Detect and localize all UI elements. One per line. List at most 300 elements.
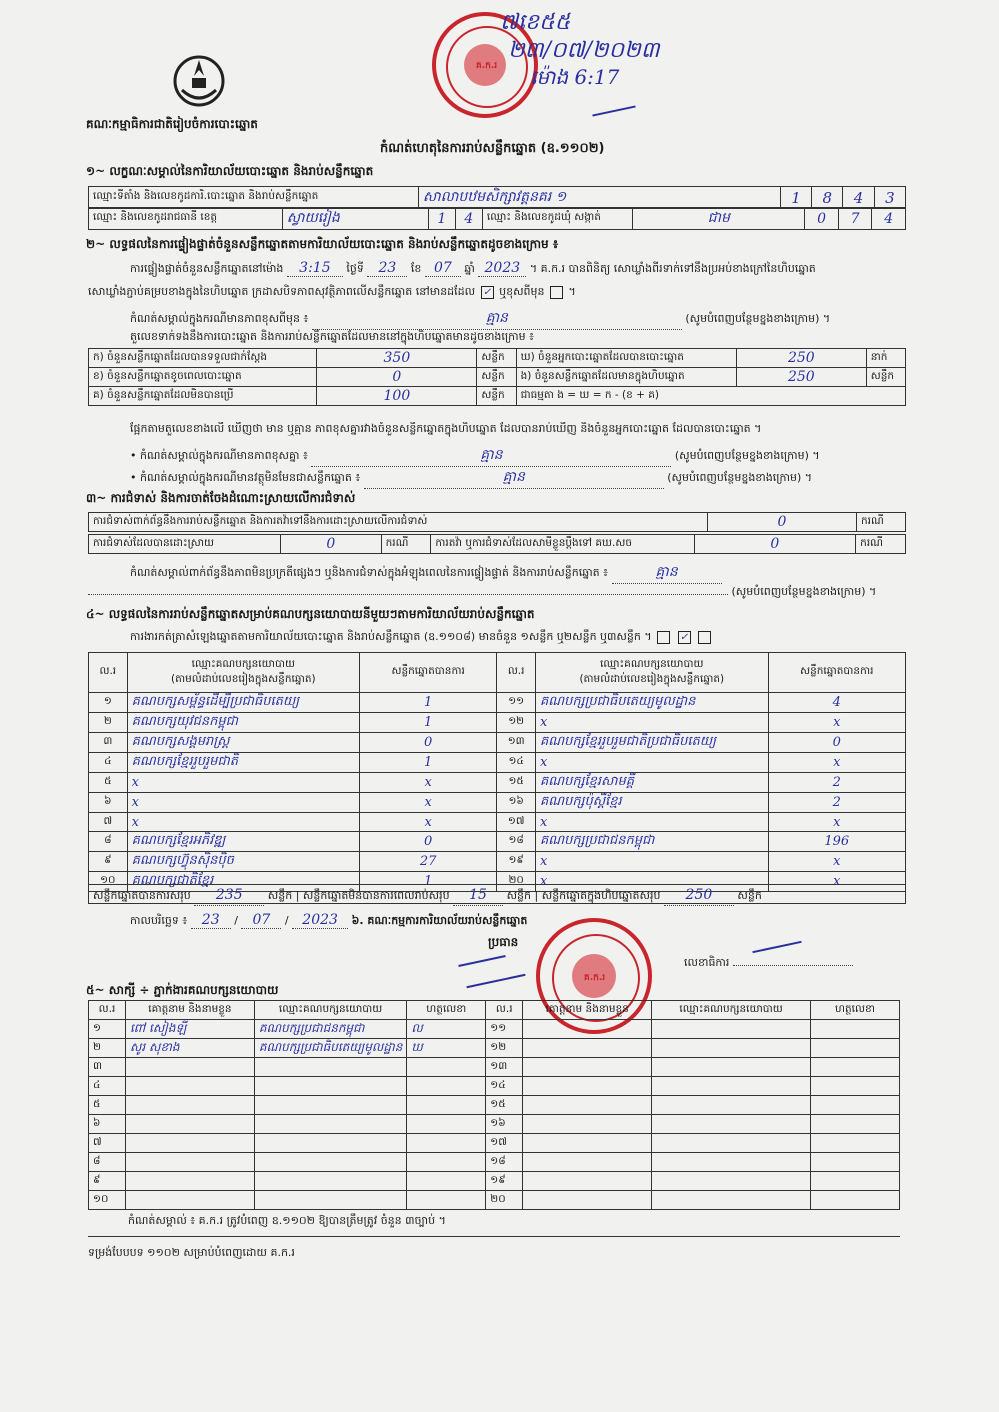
stamp-text: គ.ក.រ (476, 61, 498, 71)
party-name: គណបក្សខ្មែររួបរួមជាតិ (127, 753, 359, 773)
witness-sign (407, 1077, 486, 1096)
section4-intro-text: ការងារកត់ត្រាសំឡេងឆ្នោតតាមការិយាល័យបោះឆ្នោត និងរាប់សន្លឹកឆ្នោត (ឧ.១១០៨) មានចំនួន ១សន្លឹក ឬ២សន្លឹក ឬ៣សន្លឹក ។ (130, 630, 652, 643)
table-row (89, 1172, 900, 1191)
witness-party (254, 1058, 406, 1077)
commune-code-digit: 4 (872, 208, 906, 230)
row-value: 0 (317, 368, 477, 387)
party-votes: 1 (359, 872, 496, 892)
objection-label: ការជំទាស់ពាក់ព័ន្ធនឹងការរាប់សន្លឹកឆ្នោត និងការតវ៉ាទៅនឹងការដោះស្រាយលើការជំទាស់ (89, 513, 708, 532)
footer-divider (88, 1236, 900, 1237)
witness-sign[interactable] (811, 1115, 900, 1134)
party-votes: x (768, 753, 905, 773)
party-votes: 2 (768, 773, 905, 793)
witness-name (125, 1058, 254, 1077)
witness-party (254, 1134, 406, 1153)
row-no: ១២ (497, 713, 536, 733)
witness-sign (407, 1191, 486, 1210)
witness-col-no: ល.រ (486, 1001, 523, 1020)
line1-rest: ។ គ.ក.រ បានពិនិត្យ សោឃ្លាំងពីរទាក់ទៅនឹងប្រអប់ខាងក្រៅនៃហិបឆ្នោត (529, 262, 816, 275)
witness-name[interactable] (523, 1020, 652, 1039)
table-row (89, 1096, 900, 1115)
party-votes: 0 (768, 733, 905, 753)
province-code-digit: 4 (455, 208, 482, 230)
row-label: គ) ចំនួនសន្លឹកឆ្នោតដែលមិនបានប្រើ (89, 387, 317, 406)
witness-party[interactable] (652, 1096, 811, 1115)
witness-no: ២ (89, 1039, 126, 1058)
party-votes: x (768, 713, 905, 733)
witness-name: ពៅ សៀងឡី (125, 1020, 254, 1039)
witness-name (125, 1191, 254, 1210)
witness-no: ៥ (89, 1096, 126, 1115)
table-row (89, 693, 906, 713)
witness-sign (407, 1115, 486, 1134)
witness-sign: ល (407, 1020, 486, 1039)
row-no: ៣ (89, 733, 128, 753)
witness-sign[interactable] (811, 1039, 900, 1058)
emblem-icon (168, 50, 230, 112)
table-row (89, 852, 906, 872)
table-row (89, 1191, 900, 1210)
col-header-party-sub: (តាមលំដាប់លេខរៀងក្នុងសន្លឹកឆ្នោត) (170, 672, 316, 685)
witness-col-sign: ហត្ថលេខា (811, 1001, 900, 1020)
row-unit: សន្លឹក (866, 368, 905, 387)
section4-intro (130, 630, 713, 646)
total-unit: សន្លឹក (506, 889, 532, 902)
section1-table-row2 (88, 207, 906, 230)
witness-no: ៩ (89, 1172, 126, 1191)
witness-party (254, 1191, 406, 1210)
row-no: ១០ (89, 872, 128, 892)
note-label: កំណត់សម្គាល់ក្នុងករណីមានភាពខុសពីមុន ៖ (130, 312, 309, 325)
note-suffix: (សូមបំពេញបន្ថែមខ្នងខាងក្រោម) ។ (685, 312, 831, 325)
station-code-digit: 1 (780, 187, 811, 209)
row-no: ១៨ (497, 832, 536, 852)
witness-party[interactable] (652, 1191, 811, 1210)
witness-party[interactable] (652, 1077, 811, 1096)
row-unit: សន្លឹក (477, 349, 516, 368)
party-name: គណបក្សប្រជាធិបតេយ្យមូលដ្ឋាន (535, 693, 768, 713)
row-no: ១៣ (497, 733, 536, 753)
witness-sign[interactable] (811, 1134, 900, 1153)
witness-party[interactable] (652, 1039, 811, 1058)
witness-sign[interactable] (811, 1058, 900, 1077)
check-line-text: ផ្អែកតាមតួលេខខាងលើ ឃើញថា មាន ឬគ្មាន ភាពខុសគ្នារវាងចំនួនសន្លឹកឆ្នោតក្នុងហិបឆ្នោត ដែលបានរាប់ឃើញ និងចំនួនអ្នកបោះឆ្នោត ដែលបានបោះឆ្នោត ។ (130, 422, 762, 435)
bullet2-suffix: (សូមបំពេញបន្ថែមខ្នងខាងក្រោម) ។ (667, 471, 813, 484)
commune-code-digit: 0 (805, 208, 839, 230)
col-header-votes: សន្លឹកឆ្នោតបានការ (359, 653, 496, 693)
province-name: ស្វាយរៀង (282, 208, 428, 230)
witness-sign (407, 1134, 486, 1153)
witness-col-name: គោត្តនាម និងនាមខ្លួន (125, 1001, 254, 1020)
date-year: 2023 (292, 912, 348, 929)
witness-no: ១២ (486, 1039, 523, 1058)
party-name: x (535, 872, 768, 892)
bullet1-value: គ្មាន (311, 445, 671, 467)
table-row (89, 733, 906, 753)
table-row (89, 1077, 900, 1096)
day-value: 23 (367, 260, 407, 277)
party-name: x (535, 753, 768, 773)
row-value: 250 (736, 368, 866, 387)
witness-sign[interactable] (811, 1020, 900, 1039)
section2-heading: ២~ លទ្ធផលនៃការផ្ទៀងផ្ទាត់ចំនួនសន្លឹកឆ្នោតតាមការិយាល័យបោះឆ្នោត និងរាប់សន្លឹកឆ្នោតដូចខាងក្រោម ៖ (86, 237, 559, 251)
witness-sign (407, 1153, 486, 1172)
unchanged-checkbox[interactable]: ✓ (481, 286, 494, 299)
party-name: x (127, 813, 359, 832)
witness-no: ១៥ (486, 1096, 523, 1115)
row-label: ក) ចំនួនសន្លឹកឆ្នោតដែលបានទទួលជាក់ស្តែង (89, 349, 317, 368)
party-name: គណបក្សខ្មែរសាមគ្គី (535, 773, 768, 793)
row-unit: នាក់ (866, 349, 905, 368)
appeal-unit: ករណី (856, 535, 906, 554)
stamp-text: គ.ក.រ (584, 973, 606, 983)
table-row (89, 1115, 900, 1134)
col-header-no: ល.រ (89, 653, 128, 693)
party-name: x (535, 813, 768, 832)
witness-col-sign: ហត្ថលេខា (407, 1001, 486, 1020)
total-valid-value: 235 (194, 885, 264, 906)
row-no: ១៧ (497, 813, 536, 832)
org-name: គណៈកម្មាធិការជាតិរៀបចំការបោះឆ្នោត (86, 117, 258, 131)
witness-party (254, 1172, 406, 1191)
objection-table-row2 (88, 534, 906, 554)
witness-party (254, 1077, 406, 1096)
section5-heading: ៥~ សាក្សី ÷ ភ្នាក់ងារគណបក្សនយោបាយ (86, 983, 279, 997)
secretary-signature (752, 941, 801, 953)
total-box-value: 250 (664, 885, 734, 906)
witness-name (125, 1096, 254, 1115)
form-footer: ទម្រង់បែបបទ ១១០២ សម្រាប់បំពេញដោយ គ.ក.រ (88, 1246, 295, 1259)
result-intro: តួលេខទាក់ទងនឹងការបោះឆ្នោត និងការរាប់សន្លឹកឆ្នោតដែលមាននៅក្នុងហិបឆ្នោតមានដូចខាងក្រោម ៖ (130, 330, 534, 343)
ballot-row (89, 368, 906, 387)
witness-no: ១៩ (486, 1172, 523, 1191)
witness-party[interactable] (652, 1172, 811, 1191)
witness-sign[interactable] (811, 1096, 900, 1115)
changed-checkbox[interactable] (550, 286, 563, 299)
secretary-dots (733, 965, 853, 966)
total-invalid-label: សន្លឹកឆ្នោតមិនបានការពេលរាប់សរុប (302, 889, 450, 902)
witness-party (254, 1096, 406, 1115)
form-title: កំណត់ហេតុនៃការរាប់សន្លឹកឆ្នោត (ឧ.១១០២) (380, 141, 605, 156)
difference-note-line (130, 308, 900, 330)
time-label: ការផ្ទៀងផ្ទាត់ចំនួនសន្លឹកឆ្នោតនៅម៉ោង (130, 262, 284, 275)
witness-sign (407, 1058, 486, 1077)
witness-party[interactable] (652, 1153, 811, 1172)
col-header-party-sub: (តាមលំដាប់លេខរៀងក្នុងសន្លឹកឆ្នោត) (579, 672, 725, 685)
party-votes: 1 (359, 753, 496, 773)
total-unit: សន្លឹក (267, 889, 293, 902)
witness-party (254, 1115, 406, 1134)
party-results-table (88, 652, 906, 892)
witness-no: ១៣ (486, 1058, 523, 1077)
row-no: ៩ (89, 852, 128, 872)
party-votes: x (768, 852, 905, 872)
party-name: គណបក្សខ្មែរអភិវឌ្ឍ (127, 832, 359, 852)
witness-party (254, 1153, 406, 1172)
witness-name[interactable] (523, 1039, 652, 1058)
party-votes: 1 (359, 693, 496, 713)
total-box-label: សន្លឹកឆ្នោតក្នុងហិបឆ្នោតសរុប (541, 889, 661, 902)
bullet2-label: • កំណត់សម្គាល់ក្នុងករណីមានវត្ថុមិនមែនជាសន្លឹកឆ្នោត ៖ (130, 471, 361, 484)
witness-sign[interactable] (811, 1153, 900, 1172)
party-votes: 0 (359, 733, 496, 753)
table-row (89, 793, 906, 813)
date-line: កាលបរិច្ឆេទ ៖ 23 / 07 / 2023 ៦. គណៈកម្មការការិយាល័យរាប់សន្លឹកឆ្នោត (130, 912, 528, 928)
row-no: ៤ (89, 753, 128, 773)
party-name: គណបក្សសង្គមរាស្ត្រ (127, 733, 359, 753)
witness-no: ៧ (89, 1134, 126, 1153)
verification-time-line (130, 260, 910, 278)
witness-name (125, 1153, 254, 1172)
date-day: 23 (191, 912, 231, 929)
witness-no: ៤ (89, 1077, 126, 1096)
formula-text: ជាធម្មតា ង = ឃ = ក - (ខ + គ) (516, 387, 905, 406)
party-name: គណបក្សខ្មែររួបរួមជាតិប្រជាធិបតេយ្យ (535, 733, 768, 753)
witness-sign (407, 1172, 486, 1191)
row-no: ៧ (89, 813, 128, 832)
row-label: ខ) ចំនួនសន្លឹកឆ្នោតខូចពេលបោះឆ្នោត (89, 368, 317, 387)
one-sheet-checkbox[interactable] (657, 631, 670, 644)
row-no: ១៦ (497, 793, 536, 813)
station-name: សាលាបឋមសិក្សាវត្តនគរ ១ (418, 187, 780, 209)
witness-party: គណបក្សប្រជាជនកម្ពុជា (254, 1020, 406, 1039)
handwritten-code: ៧ខេ៥៥ (500, 10, 571, 35)
station-code-digit: 3 (874, 187, 905, 209)
section1-table (88, 186, 906, 209)
objection-note-suffix: (សូមបំពេញបន្ថែមខ្នងខាងក្រោម) ។ (731, 585, 877, 598)
ballot-count-table (88, 348, 906, 406)
total-invalid-value: 15 (453, 885, 503, 906)
objection-unit: ករណី (857, 513, 906, 532)
witness-no: ២០ (486, 1191, 523, 1210)
party-votes: 1 (359, 713, 496, 733)
section3-heading: ៣~ ការជំទាស់ និងការចាត់ចែងដំណោះស្រាយលើការជំទាស់ (86, 491, 356, 505)
note-value: គ្មាន (312, 308, 682, 330)
table-row (89, 1020, 900, 1039)
witness-sign: ឃ (407, 1039, 486, 1058)
row-label: ង) ចំនួនសន្លឹកឆ្នោតដែលមានក្នុងហិបឆ្នោត (516, 368, 736, 387)
witness-name: សូរ សុខាង (125, 1039, 254, 1058)
witness-name (125, 1134, 254, 1153)
party-name: គណបក្សសម្ព័ន្ធដើម្បីប្រជាធិបតេយ្យ (127, 693, 359, 713)
col-header-party-text: ឈ្មោះគណបក្សនយោបាយ (191, 657, 295, 670)
witness-name[interactable] (523, 1115, 652, 1134)
witness-no: ១៦ (486, 1115, 523, 1134)
witness-name[interactable] (523, 1153, 652, 1172)
day-label: ថ្ងៃទី (346, 262, 364, 275)
row-no: ១ (89, 693, 128, 713)
month-value: 07 (425, 260, 461, 277)
party-name: x (127, 773, 359, 793)
ballot-row (89, 349, 906, 368)
witness-name[interactable] (523, 1077, 652, 1096)
witness-name[interactable] (523, 1096, 652, 1115)
party-name: x (535, 713, 768, 733)
row-no: ២ (89, 713, 128, 733)
table-row (89, 832, 906, 852)
province-label: ឈ្មោះ និងលេខកូដរាជធានី ខេត្ត (89, 208, 283, 230)
witness-sign (407, 1096, 486, 1115)
objection-note-line (130, 562, 910, 584)
witness-no: ១៧ (486, 1134, 523, 1153)
row-value: 100 (317, 387, 477, 406)
commune-code-digit: 7 (838, 208, 872, 230)
time-value: 3:15 (287, 260, 343, 277)
witness-no: ៨ (89, 1153, 126, 1172)
section1-heading: ១~ លក្ខណៈសម្គាល់នៃការិយាល័យបោះឆ្នោត និងរាប់សន្លឹកឆ្នោត (86, 164, 374, 178)
col-header-votes: សន្លឹកឆ្នោតបានការ (768, 653, 905, 693)
section4-heading: ៤~ លទ្ធផលនៃការរាប់សន្លឹកឆ្នោតសម្រាប់គណបក្សនយោបាយនីមួយៗតាមការិយាល័យរាប់សន្លឹកឆ្នោត (86, 607, 535, 621)
witness-no: ១០ (89, 1191, 126, 1210)
changed-label: ឬខុសពីមុន (499, 285, 545, 298)
witness-no: ៣ (89, 1058, 126, 1077)
witness-no: ១៤ (486, 1077, 523, 1096)
witness-name[interactable] (523, 1058, 652, 1077)
witness-sign[interactable] (811, 1077, 900, 1096)
totals-line: សន្លឹកឆ្នោតបានការសរុប 235 សន្លឹក | សន្លឹកឆ្នោតមិនបានការពេលរាប់សរុប 15 សន្លឹក | សន្លឹកឆ្នោតក្នុងហិបឆ្នោតសរុប 250 សន្លឹក (88, 884, 906, 904)
discrepancy-check-line (130, 422, 910, 438)
witness-col-party: ឈ្មោះគណបក្សនយោបាយ (652, 1001, 811, 1020)
commune-name: ជាម (633, 208, 805, 230)
witness-no: ១ (89, 1020, 126, 1039)
row-no: ១១ (497, 693, 536, 713)
ballot-row (89, 387, 906, 406)
witness-party: គណបក្សប្រជាធិបតេយ្យមូលដ្ឋាន (254, 1039, 406, 1058)
bullet2-value: គ្មាន (364, 467, 664, 489)
col-header-party (535, 653, 768, 693)
party-votes: x (359, 793, 496, 813)
three-sheet-checkbox[interactable] (698, 631, 711, 644)
witness-table (88, 1000, 900, 1210)
party-votes: x (359, 813, 496, 832)
bullet1-line (130, 445, 900, 467)
col-header-party-text: ឈ្មោះគណបក្សនយោបាយ (600, 657, 704, 670)
objection-table (88, 512, 906, 532)
party-votes: x (768, 813, 905, 832)
table-row (89, 1039, 900, 1058)
witness-sign[interactable] (811, 1172, 900, 1191)
row-no: ១៩ (497, 852, 536, 872)
witness-name[interactable] (523, 1191, 652, 1210)
party-name: គណបក្សហ៊្វុនស៊ិនប៉ិច (127, 852, 359, 872)
witness-party[interactable] (652, 1058, 811, 1077)
witness-name[interactable] (523, 1134, 652, 1153)
two-sheet-checkbox[interactable]: ✓ (678, 631, 691, 644)
row-no: ៥ (89, 773, 128, 793)
row-unit: សន្លឹក (477, 387, 516, 406)
resolved-label: ការជំទាស់ដែលបានដោះស្រាយ (89, 535, 281, 554)
bullet1-suffix: (សូមបំពេញបន្ថែមខ្នងខាងក្រោម) ។ (674, 449, 820, 462)
bullet2-line (130, 467, 900, 489)
party-name: គណបក្សប្រជាជនកម្ពុជា (535, 832, 768, 852)
witness-no: ១១ (486, 1020, 523, 1039)
table-row (89, 713, 906, 733)
row-no: ១៥ (497, 773, 536, 793)
commune-label: ឈ្មោះ និងលេខកូដឃុំ សង្កាត់ (482, 208, 632, 230)
witness-party[interactable] (652, 1115, 811, 1134)
chair-label: ប្រធាន (488, 935, 519, 949)
party-name: គណបក្សយុវជនកម្ពុជា (127, 713, 359, 733)
party-votes: 4 (768, 693, 905, 713)
objection-note-label: កំណត់សម្គាល់ពាក់ព័ន្ធនឹងភាពមិនប្រក្រតីផ្សេងៗ ឬនិងការជំទាស់ក្នុងអំឡុងពេលនៃការផ្ទៀងផ្ទាត់ និងការរាប់សន្លឹកឆ្នោត ៖ (130, 566, 608, 579)
row-value: 250 (736, 349, 866, 368)
total-valid-label: សន្លឹកឆ្នោតបានការសរុប (93, 889, 191, 902)
footnote: កំណត់សម្គាល់ ៖ គ.ក.រ ត្រូវបំពេញ ឧ.១១០២ ឱ្យបានត្រឹមត្រូវ ចំនួន ៣ច្បាប់ ។ (128, 1214, 446, 1227)
party-name: គណបក្សជាតិខ្មែរ (127, 872, 359, 892)
table-row (89, 813, 906, 832)
witness-party[interactable] (652, 1020, 811, 1039)
row-no: ៨ (89, 832, 128, 852)
party-votes: x (768, 872, 905, 892)
party-votes: x (359, 773, 496, 793)
secretary-line (684, 956, 853, 972)
secretary-label: លេខាធិការ (684, 956, 730, 969)
objection-value: 0 (708, 513, 857, 532)
seal-check-text: សោឃ្លាំងភ្ជាប់គម្របខាងក្នុងនៃហិបឆ្នោត ក្រដាសបិទភាពសុវត្ថិភាពលើសន្លឹកឆ្នោត នៅមានដដែល (88, 285, 476, 298)
row-no: ២០ (497, 872, 536, 892)
month-label: ខែ (410, 262, 422, 275)
row-unit: សន្លឹក (477, 368, 516, 387)
objection-note-value: គ្មាន (612, 562, 722, 584)
witness-no: ៦ (89, 1115, 126, 1134)
table-row (89, 753, 906, 773)
total-unit: សន្លឹក (737, 889, 762, 902)
station-code-digit: 4 (843, 187, 874, 209)
handwritten-date: ២៣/០៧/២០២៣ (508, 38, 660, 63)
witness-col-no: ល.រ (89, 1001, 126, 1020)
row-value: 350 (317, 349, 477, 368)
table-row (89, 1153, 900, 1172)
date-label: កាលបរិច្ឆេទ ៖ (130, 914, 188, 927)
dotted-line (88, 594, 728, 595)
table-row (89, 1058, 900, 1077)
party-votes: 0 (359, 832, 496, 852)
col-header-party (127, 653, 359, 693)
row-no: ៦ (89, 793, 128, 813)
witness-name (125, 1077, 254, 1096)
col-header-no: ល.រ (497, 653, 536, 693)
chair-signature (458, 955, 505, 967)
row-label: ឃ) ចំនួនអ្នកបោះឆ្នោតដែលបានបោះឆ្នោត (516, 349, 736, 368)
appeal-value: 0 (694, 535, 856, 554)
resolved-value: 0 (281, 535, 382, 554)
bullet1-label: • កំណត់សម្គាល់ក្នុងករណីមានភាពខុសគ្នា ៖ (130, 449, 308, 462)
handwritten-time: ម៉ោង 6:17 (530, 65, 620, 89)
province-code-digit: 1 (428, 208, 455, 230)
seal-check-line: សោឃ្លាំងភ្ជាប់គម្របខាងក្នុងនៃហិបឆ្នោត ក្រដាសបិទភាពសុវត្ថិភាពលើសន្លឹកឆ្នោត នៅមានដដែល ✓ ឬខុសពីមុន ។ (88, 285, 576, 298)
witness-name[interactable] (523, 1172, 652, 1191)
table-row (89, 1134, 900, 1153)
party-name: គណបក្សប៉ុស្តិ៍ខ្មែរ (535, 793, 768, 813)
witness-party[interactable] (652, 1134, 811, 1153)
date-month: 07 (241, 912, 281, 929)
witness-sign[interactable] (811, 1191, 900, 1210)
station-code-digit: 8 (812, 187, 843, 209)
resolved-unit: ករណី (381, 535, 431, 554)
party-votes: 2 (768, 793, 905, 813)
year-label: ឆ្នាំ (464, 262, 475, 275)
party-name: x (535, 852, 768, 872)
party-votes: 196 (768, 832, 905, 852)
chair-name-signature (466, 974, 525, 988)
committee-label: ៦. គណៈកម្មការការិយាល័យរាប់សន្លឹកឆ្នោត (351, 914, 528, 927)
witness-no: ១៨ (486, 1153, 523, 1172)
table-row (89, 773, 906, 793)
year-value: 2023 (478, 260, 526, 277)
witness-name (125, 1115, 254, 1134)
top-signature (592, 105, 635, 116)
witness-name (125, 1172, 254, 1191)
